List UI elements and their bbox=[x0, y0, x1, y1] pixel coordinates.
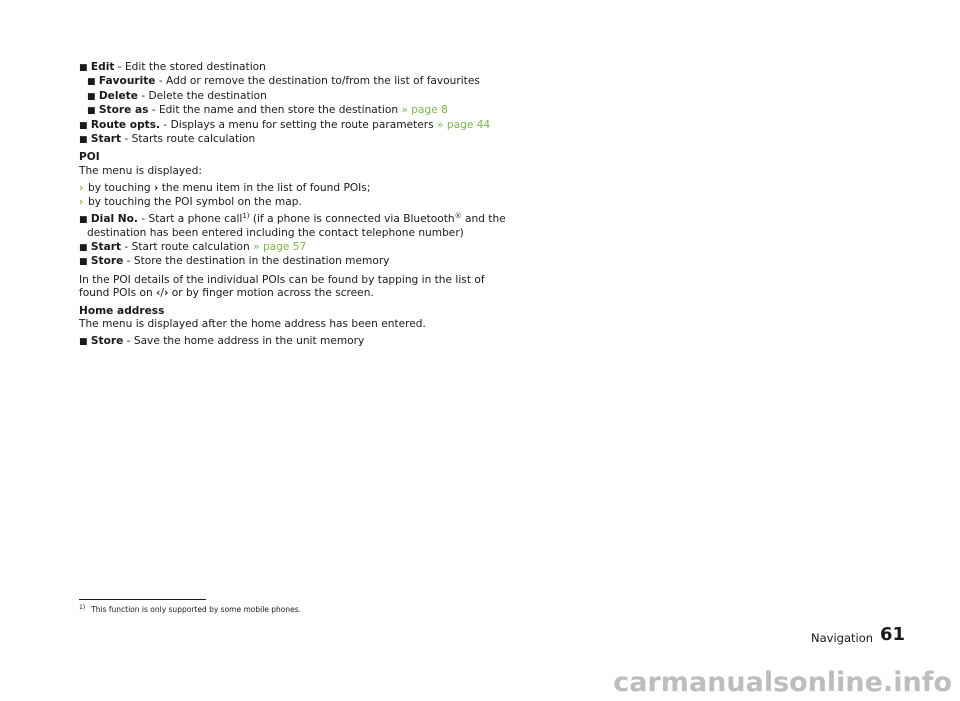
chevron-left-icon: ‹ bbox=[156, 287, 161, 300]
menu-item-route-opts: ■ Route opts. - Displays a menu for setting the route parameters » page 44 bbox=[79, 118, 491, 131]
edit-label: Edit bbox=[90, 61, 115, 73]
chevron-icon: › bbox=[79, 182, 84, 195]
chevron-right-icon: › bbox=[154, 182, 159, 195]
main-text-column bbox=[79, 61, 506, 350]
store-as-label: Store as bbox=[98, 104, 149, 117]
page-57-link[interactable]: » page 57 bbox=[253, 240, 307, 253]
page-8-link[interactable]: » page 8 bbox=[401, 104, 448, 117]
page-number: 61 bbox=[880, 624, 906, 645]
watermark: carmanualsonline.info bbox=[613, 667, 952, 698]
footnote-number: 1) bbox=[79, 604, 86, 611]
route-opts-label: Route opts. bbox=[90, 118, 161, 131]
menu-item-poi-start: ■ Start - Start route calculation » page 57 bbox=[79, 240, 307, 253]
poi-step-1: › by touching › the menu item in the list of found POIs; bbox=[79, 182, 371, 195]
poi-start-label: Start bbox=[90, 240, 122, 253]
menu-item-poi-store: ■ Store - Store the destination in the destination memory bbox=[79, 255, 390, 268]
footnote-text: This function is only supported by some mobile phones. bbox=[91, 605, 302, 614]
menu-item-start: ■ Start - Starts route calculation bbox=[79, 133, 256, 146]
home-store-label: Store bbox=[90, 335, 124, 348]
menu-item-dial-no: ■ Dial No. - Start a phone call$^{1)}$ (if a phone is connected via Bluetooth® and the bbox=[79, 212, 506, 226]
menu-item-favourite: ■ Favourite - Add or remove the destination to/from the list of favourites bbox=[87, 75, 480, 88]
poi-heading: POI bbox=[79, 151, 100, 164]
home-address-heading: Home address bbox=[79, 304, 165, 317]
poi-details-line-1: In the POI details of the individual POIs can be found by tapping in the list of bbox=[79, 273, 485, 286]
section-title: Navigation bbox=[811, 631, 874, 645]
start-label: Start bbox=[90, 133, 122, 146]
page-44-link[interactable]: » page 44 bbox=[437, 118, 491, 131]
chevron-right-icon: › bbox=[164, 287, 169, 300]
poi-details-line-2: found POIs on ‹/› or by finger motion across the screen. bbox=[79, 287, 374, 300]
poi-store-label: Store bbox=[90, 255, 124, 268]
footnote-ref: 1) bbox=[242, 212, 250, 221]
footnote bbox=[79, 605, 301, 614]
delete-label: Delete bbox=[98, 89, 138, 102]
menu-item-delete: ■ Delete - Delete the destination bbox=[87, 89, 267, 102]
registered-mark: ® bbox=[454, 212, 462, 221]
menu-item-home-store: ■ Store - Save the home address in the unit memory bbox=[79, 335, 365, 348]
poi-intro: The menu is displayed: bbox=[79, 164, 202, 177]
dial-no-label: Dial No. bbox=[90, 213, 138, 226]
menu-item-store-as: ■ Store as - Edit the name and then store the destination » page 8 bbox=[87, 104, 448, 117]
home-address-intro: The menu is displayed after the home address has been entered. bbox=[79, 317, 426, 330]
footnote-divider bbox=[79, 599, 206, 600]
chevron-icon: › bbox=[79, 195, 84, 208]
poi-step-2: › by touching the POI symbol on the map. bbox=[79, 195, 302, 208]
dial-no-continuation: destination has been entered including the contact telephone number) bbox=[87, 227, 464, 240]
favourite-label: Favourite bbox=[98, 75, 156, 88]
menu-item-edit: ■ Edit - Edit the stored destination bbox=[79, 61, 266, 73]
